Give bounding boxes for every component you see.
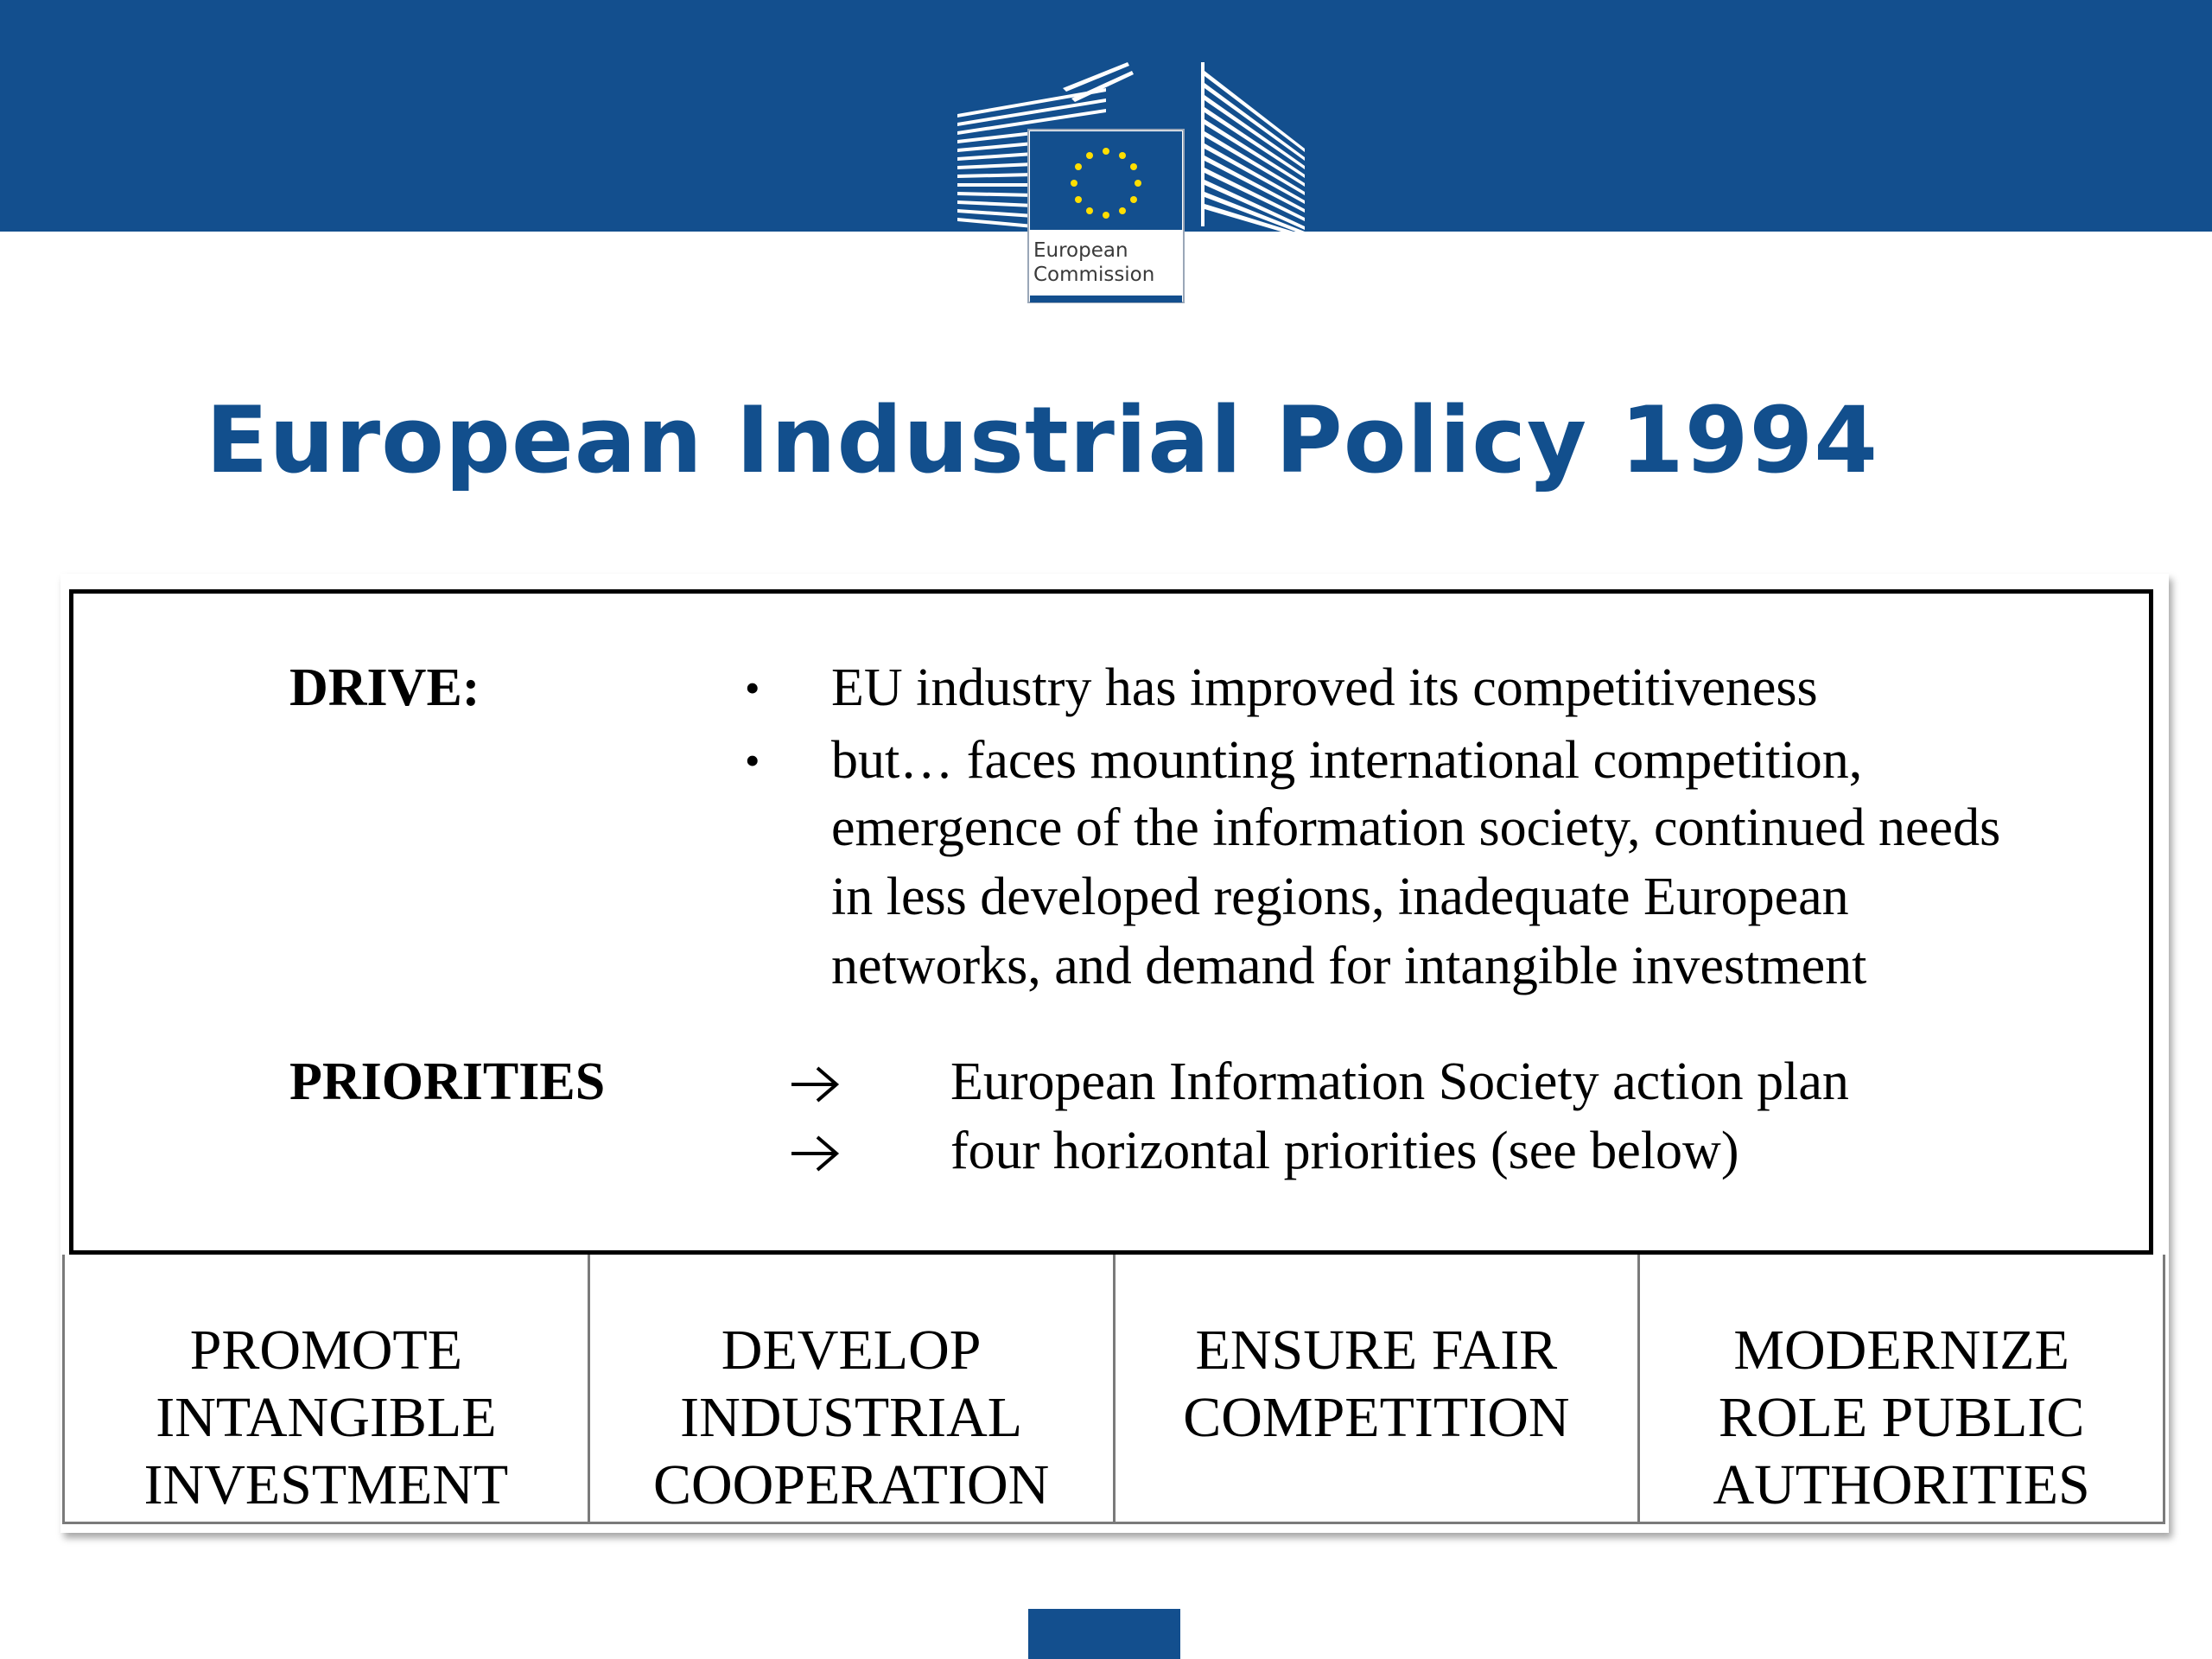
drive-label: DRIVE:: [289, 658, 480, 717]
logo-line-european: European: [1033, 239, 1128, 262]
drive-line-1: EU industry has improved its competitiveness: [831, 658, 1818, 717]
bullet-icon: •: [745, 664, 760, 712]
policy-figure: [60, 574, 2169, 1533]
drive-line-2: but… faces mounting international competition,: [831, 731, 1863, 790]
priority-cell-public-authorities: MODERNIZE ROLE PUBLIC AUTHORITIES: [1640, 1255, 2165, 1522]
priorities-label: PRIORITIES: [289, 1052, 606, 1111]
arrow-right-icon: [788, 1063, 842, 1106]
priority-cell-intangible-investment: PROMOTE INTANGIBLE INVESTMENT: [65, 1255, 590, 1522]
horizontal-priorities-row: [62, 1255, 2165, 1524]
priority-item-1: European Information Society action plan: [950, 1052, 1849, 1111]
drive-line-3: emergence of the information society, continued needs: [831, 798, 2001, 857]
drive-line-5: networks, and demand for intangible investment: [831, 937, 1867, 995]
arrow-right-icon: [788, 1132, 842, 1175]
page-title: European Industrial Policy 1994: [206, 387, 1879, 493]
logo-text: [1033, 238, 1180, 287]
bullet-icon: •: [745, 736, 760, 785]
drive-line-4: in less developed regions, inadequate European: [831, 868, 1849, 926]
footer-tab: [1028, 1609, 1180, 1659]
priority-cell-industrial-cooperation: DEVELOP INDUSTRIAL COOPERATION: [590, 1255, 1116, 1522]
priority-item-2: four horizontal priorities (see below): [950, 1122, 1739, 1180]
priority-cell-fair-competition: ENSURE FAIR COMPETITION: [1116, 1255, 1641, 1522]
logo-line-commission: Commission: [1033, 264, 1155, 286]
